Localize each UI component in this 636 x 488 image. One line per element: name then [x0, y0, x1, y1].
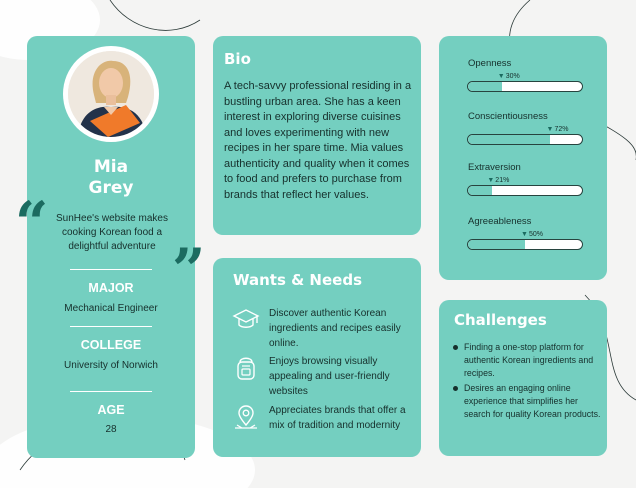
trait-bar — [467, 239, 583, 250]
open-quote-icon: “ — [15, 189, 49, 257]
trait-conscientiousness — [439, 111, 607, 151]
personality-traits-card — [439, 36, 607, 280]
challenges-title: Challenges — [454, 311, 547, 329]
graduation-cap-icon — [232, 306, 260, 334]
bio-text: A tech-savvy professional residing in a bustling urban area. She has a keen interest in exploring diverse cuisines and loves experimenting with new recipes in her spare time. Mia values authenticity and quality when it comes to food and prefers to purchase from brands that reflect her values. — [224, 80, 412, 201]
trait-percent: ▼30% — [497, 73, 520, 80]
major-label: MAJOR — [88, 281, 134, 295]
profile-card — [15, 36, 206, 458]
list-item — [213, 306, 421, 350]
wants-item-text: Discover authentic Korean ingredients and recipes easily online. — [269, 308, 401, 349]
first-name: Mia — [93, 157, 129, 177]
trait-fill — [468, 82, 502, 91]
persona-name — [27, 157, 195, 199]
location-pin-icon — [232, 403, 260, 431]
trait-fill — [468, 240, 525, 249]
bio-title: Bio — [224, 50, 251, 68]
trait-percent: ▼21% — [487, 177, 510, 184]
trait-label: Openness — [468, 58, 512, 69]
trait-agreeableness — [439, 216, 607, 256]
divider — [70, 326, 152, 327]
trait-extraversion — [439, 162, 607, 202]
trait-label: Conscientiousness — [468, 111, 548, 122]
challenge-text: Finding a one-stop platform for authentic Korean ingredients and recipes. — [464, 342, 594, 378]
bullet-icon — [453, 345, 458, 350]
backpack-icon — [232, 354, 260, 382]
divider — [70, 391, 152, 392]
college-value: University of Norwich — [64, 360, 158, 371]
trait-bar — [467, 134, 583, 145]
trait-percent: ▼72% — [546, 126, 569, 133]
bullet-icon — [453, 386, 458, 391]
age-label: AGE — [97, 403, 125, 417]
trait-percent: ▼50% — [521, 231, 543, 238]
challenge-text: Desires an engaging online experience that simplifies her search for quality Korean products. — [464, 383, 601, 419]
last-name: Grey — [88, 178, 134, 198]
avatar-photo — [68, 51, 154, 137]
trait-bar — [467, 185, 583, 196]
trait-fill — [468, 135, 550, 144]
list-item — [213, 354, 421, 398]
college-label: COLLEGE — [80, 338, 142, 352]
age-value: 28 — [105, 424, 117, 435]
challenges-card — [439, 300, 607, 456]
persona-quote: SunHee's website makes cooking Korean food a delightful adventure — [56, 213, 168, 252]
trait-openness — [439, 58, 607, 98]
divider — [70, 269, 152, 270]
bio-card — [213, 36, 421, 235]
avatar — [63, 46, 159, 142]
major-value: Mechanical Engineer — [64, 303, 158, 314]
wants-needs-title: Wants & Needs — [233, 271, 363, 289]
wants-item-text: Enjoys browsing visually appealing and user-friendly websites — [269, 356, 390, 397]
trait-label: Agreeableness — [468, 216, 532, 227]
trait-label: Extraversion — [468, 162, 521, 173]
list-item — [213, 403, 421, 447]
trait-bar — [467, 81, 583, 92]
close-quote-icon: ” — [172, 236, 206, 304]
wants-needs-card — [213, 258, 421, 457]
wants-item-text: Appreciates brands that offer a mix of tradition and modernity — [269, 405, 406, 431]
trait-fill — [468, 186, 492, 195]
